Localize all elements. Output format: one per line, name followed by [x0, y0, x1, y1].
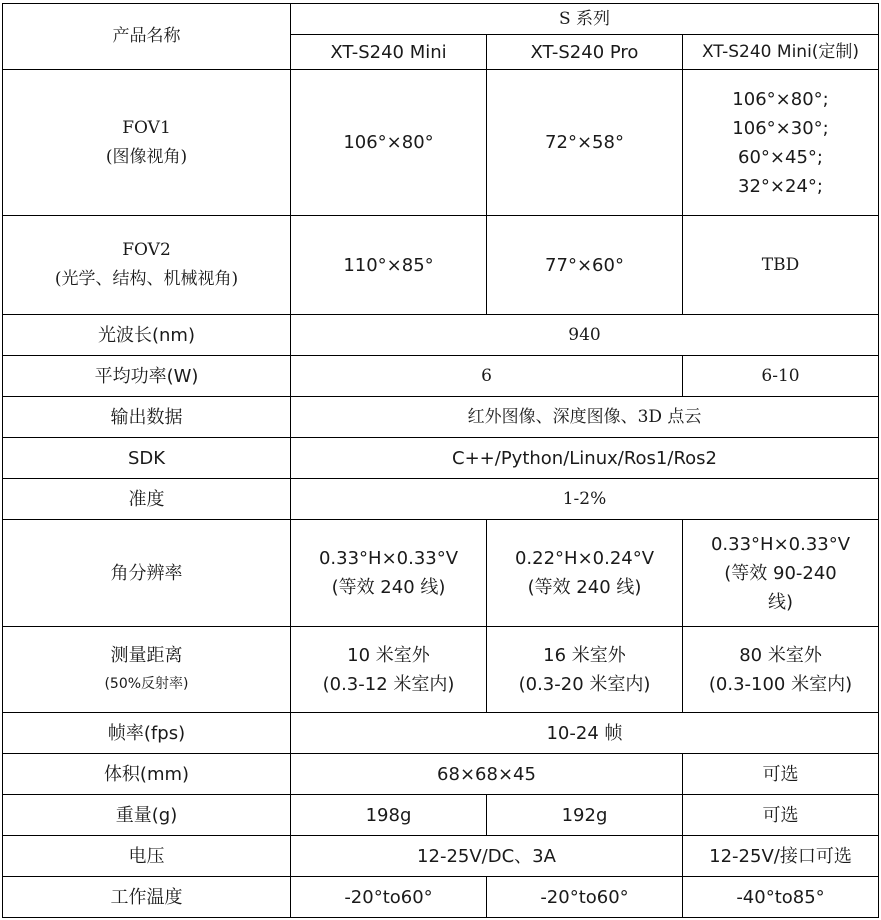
volume-label: 体积(mm) [3, 754, 291, 795]
spec-table [2, 3, 879, 918]
frame-rate-label: 帧率(fps) [3, 713, 291, 754]
fov1-label-line1: FOV1 [122, 117, 171, 138]
range-label [3, 627, 291, 713]
fov1-pro: 72°×58° [487, 70, 683, 216]
range-pro [487, 627, 683, 713]
fov2-mini: 110°×85° [291, 216, 487, 315]
sdk-label: SDK [3, 438, 291, 479]
volume-value: 68×68×45 [291, 754, 683, 795]
angular-resolution-line: (等效 90-240 [724, 562, 837, 584]
model-custom-header: XT-S240 Mini(定制) [683, 35, 879, 70]
angular-resolution-line: (等效 240 线) [527, 577, 642, 598]
fov2-custom: TBD [683, 216, 879, 315]
output-label: 输出数据 [3, 397, 291, 438]
angular-resolution-line: 线) [767, 591, 794, 613]
volume-custom: 可选 [683, 754, 879, 795]
power-custom: 6-10 [683, 356, 879, 397]
fov1-label [3, 70, 291, 216]
fov1-custom-line: 106°×80°; [732, 88, 829, 110]
output-value: 红外图像、深度图像、3D 点云 [291, 397, 879, 438]
power-value: 6 [291, 356, 683, 397]
angular-resolution-line: 0.33°H×0.33°V [710, 533, 851, 555]
voltage-value: 12-25V/DC、3A [291, 836, 683, 877]
angular-resolution-custom [683, 520, 879, 627]
product-name-header: 产品名称 [3, 4, 291, 70]
angular-resolution-label: 角分辨率 [3, 520, 291, 627]
fov1-custom-line: 32°×24°; [738, 175, 823, 197]
range-line: 10 米室外 [347, 644, 430, 666]
voltage-label: 电压 [3, 836, 291, 877]
model-mini-header: XT-S240 Mini [291, 35, 487, 70]
temperature-mini: -20°to60° [291, 877, 487, 918]
range-label-line1: 测量距离 [110, 644, 183, 666]
range-line: (0.3-20 米室内) [518, 673, 651, 695]
fov2-label-line2: (光学、结构、机械视角) [54, 269, 239, 289]
range-line: 16 米室外 [543, 644, 626, 666]
series-header: S 系列 [291, 4, 879, 35]
angular-resolution-line: 0.22°H×0.24°V [514, 548, 655, 569]
fov2-pro: 77°×60° [487, 216, 683, 315]
range-custom [683, 627, 879, 713]
range-line: (0.3-100 米室内) [708, 673, 853, 695]
angular-resolution-line: (等效 240 线) [331, 577, 446, 598]
wavelength-value: 940 [291, 315, 879, 356]
angular-resolution-line: 0.33°H×0.33°V [318, 548, 459, 569]
accuracy-label: 准度 [3, 479, 291, 520]
fov1-custom-line: 60°×45°; [738, 146, 823, 168]
model-pro-header: XT-S240 Pro [487, 35, 683, 70]
fov1-custom-line: 106°×30°; [732, 117, 829, 139]
voltage-custom: 12-25V/接口可选 [683, 836, 879, 877]
weight-label: 重量(g) [3, 795, 291, 836]
weight-mini: 198g [291, 795, 487, 836]
weight-pro: 192g [487, 795, 683, 836]
range-label-line2: (50%反射率) [104, 675, 189, 692]
fov1-custom [683, 70, 879, 216]
weight-custom: 可选 [683, 795, 879, 836]
fov1-mini: 106°×80° [291, 70, 487, 216]
range-line: (0.3-12 米室内) [322, 673, 455, 695]
fov2-label [3, 216, 291, 315]
temperature-pro: -20°to60° [487, 877, 683, 918]
angular-resolution-pro [487, 520, 683, 627]
fov1-label-line2: (图像视角) [105, 146, 188, 167]
temperature-custom: -40°to85° [683, 877, 879, 918]
frame-rate-value: 10-24 帧 [291, 713, 879, 754]
accuracy-value: 1-2% [291, 479, 879, 520]
range-mini [291, 627, 487, 713]
power-label: 平均功率(W) [3, 356, 291, 397]
wavelength-label: 光波长(nm) [3, 315, 291, 356]
fov2-label-line1: FOV2 [122, 240, 171, 260]
range-line: 80 米室外 [739, 644, 822, 666]
sdk-value: C++/Python/Linux/Ros1/Ros2 [291, 438, 879, 479]
angular-resolution-mini [291, 520, 487, 627]
temperature-label: 工作温度 [3, 877, 291, 918]
